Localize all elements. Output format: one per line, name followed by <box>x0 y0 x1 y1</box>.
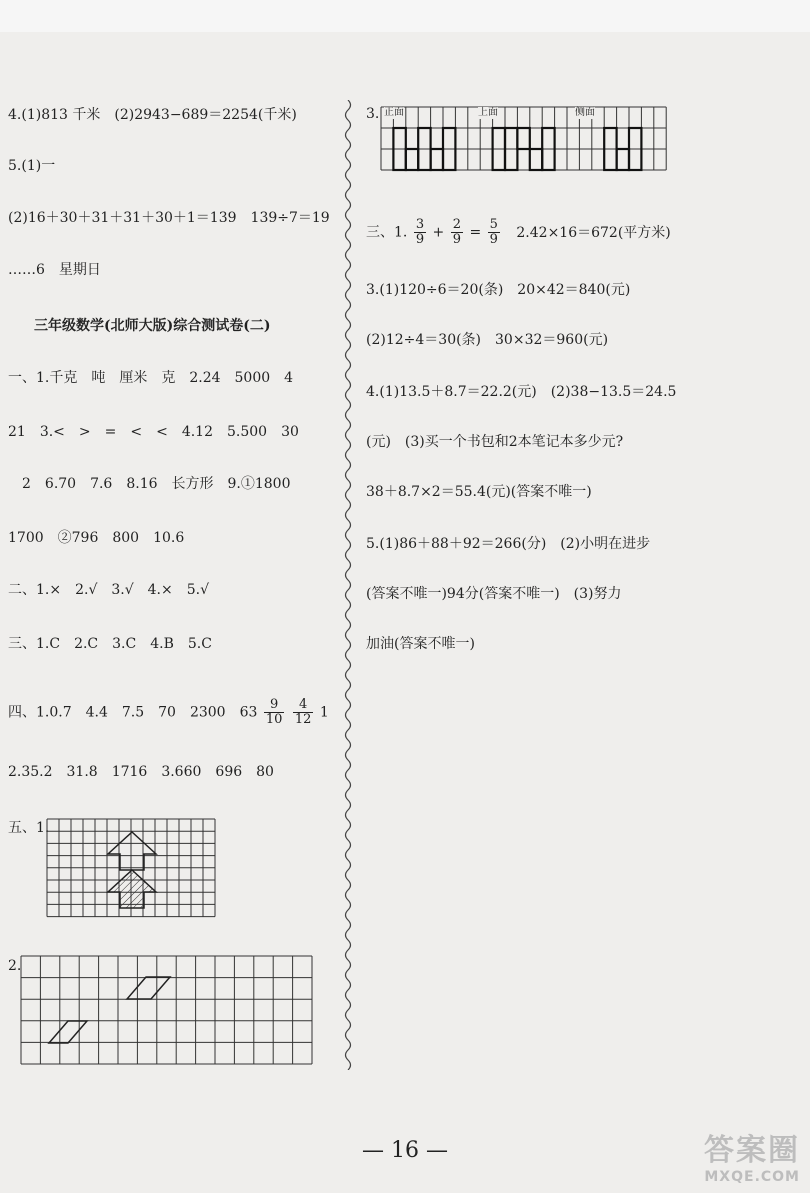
answer-text: 四、1.0.7 4.4 7.5 70 2300 63 <box>8 704 258 721</box>
answer-text: 三、1. <box>366 224 408 241</box>
fraction <box>451 218 463 247</box>
answer-line: 2.35.2 31.8 1716 3.660 696 80 <box>8 764 274 780</box>
watermark-logo-text: 答案圈 <box>704 1133 800 1168</box>
numerator: 2 <box>452 217 462 232</box>
denominator: 10 <box>265 712 283 727</box>
answer-line: 3. <box>366 106 380 122</box>
denominator: 9 <box>489 232 498 247</box>
answer-text: 1 <box>319 704 329 721</box>
arrow-grid-figure <box>46 818 218 918</box>
page-number: — 16 — <box>362 1138 448 1163</box>
fraction <box>293 698 314 727</box>
numerator: 9 <box>264 698 285 713</box>
answer-line: 4.(1)813 千米 (2)2943−689＝2254(千米) <box>8 107 297 123</box>
denominator: 9 <box>452 232 462 247</box>
label-side-view: 侧面 <box>575 107 595 118</box>
numerator: 3 <box>415 217 425 232</box>
fraction <box>414 218 426 247</box>
answer-line-fractions <box>8 698 329 727</box>
fraction <box>264 698 285 727</box>
answer-line: 五、1. <box>8 820 50 836</box>
answer-line: 一、1.千克 吨 厘米 克 2.24 5000 4 <box>8 370 294 386</box>
answer-line: 5.(1)一 <box>8 158 56 174</box>
top-band <box>0 0 810 32</box>
fraction <box>488 218 500 247</box>
numerator: 5 <box>489 217 498 232</box>
answer-line: 21 3.< > = < < 4.12 5.500 30 <box>8 424 299 440</box>
answer-line: (元) (3)买一个书包和2本笔记本多少元? <box>366 434 624 450</box>
answer-line-fractions: 三、1. $\frac{3}{9}$ + $\frac{2}{9}$ = $\frac{5}{9}$ 2.42×16＝672(平方米) <box>366 217 671 247</box>
answer-line: 2. <box>8 958 22 974</box>
answer-line: 三、1.C 2.C 3.C 4.B 5.C <box>8 636 212 652</box>
numerator: 4 <box>293 698 314 713</box>
answer-line: (2)16＋30＋31＋31＋30＋1＝139 139÷7＝19 <box>8 210 330 226</box>
answer-text: 2.42×16＝672(平方米) <box>516 224 671 241</box>
watermark-url: MXQE.COM <box>704 1169 800 1185</box>
answer-line: ……6 星期日 <box>8 262 101 278</box>
answer-line: 5.(1)86＋88＋92＝266(分) (2)小明在进步 <box>366 536 651 552</box>
denominator: 9 <box>415 232 425 247</box>
label-front-view: 正面 <box>384 107 404 118</box>
watermark <box>704 1125 800 1185</box>
answer-line: (答案不唯一)94分(答案不唯一) (3)努力 <box>366 586 622 602</box>
denominator: 12 <box>294 712 312 727</box>
column-divider <box>342 100 354 1070</box>
answer-line: 38＋8.7×2＝55.4(元)(答案不唯一) <box>366 484 592 500</box>
answer-line: 4.(1)13.5＋8.7＝22.2(元) (2)38−13.5＝24.5 <box>366 384 677 400</box>
answer-line: 加油(答案不唯一) <box>366 636 475 652</box>
answer-line: 1700 ②796 800 10.6 <box>8 530 185 546</box>
test-title: 三年级数学(北师大版)综合测试卷(二) <box>34 318 271 334</box>
label-top-view: 上面 <box>478 107 498 118</box>
answer-line: 3.(1)120÷6＝20(条) 20×42＝840(元) <box>366 282 631 298</box>
answer-line: 二、1.× 2.√ 3.√ 4.× 5.√ <box>8 582 210 598</box>
three-views-figure <box>380 106 667 172</box>
answer-line: 2 6.70 7.6 8.16 长方形 9.①1800 <box>22 476 291 492</box>
answer-line: (2)12÷4＝30(条) 30×32＝960(元) <box>366 332 609 348</box>
parallelogram-grid-figure <box>20 955 317 1065</box>
